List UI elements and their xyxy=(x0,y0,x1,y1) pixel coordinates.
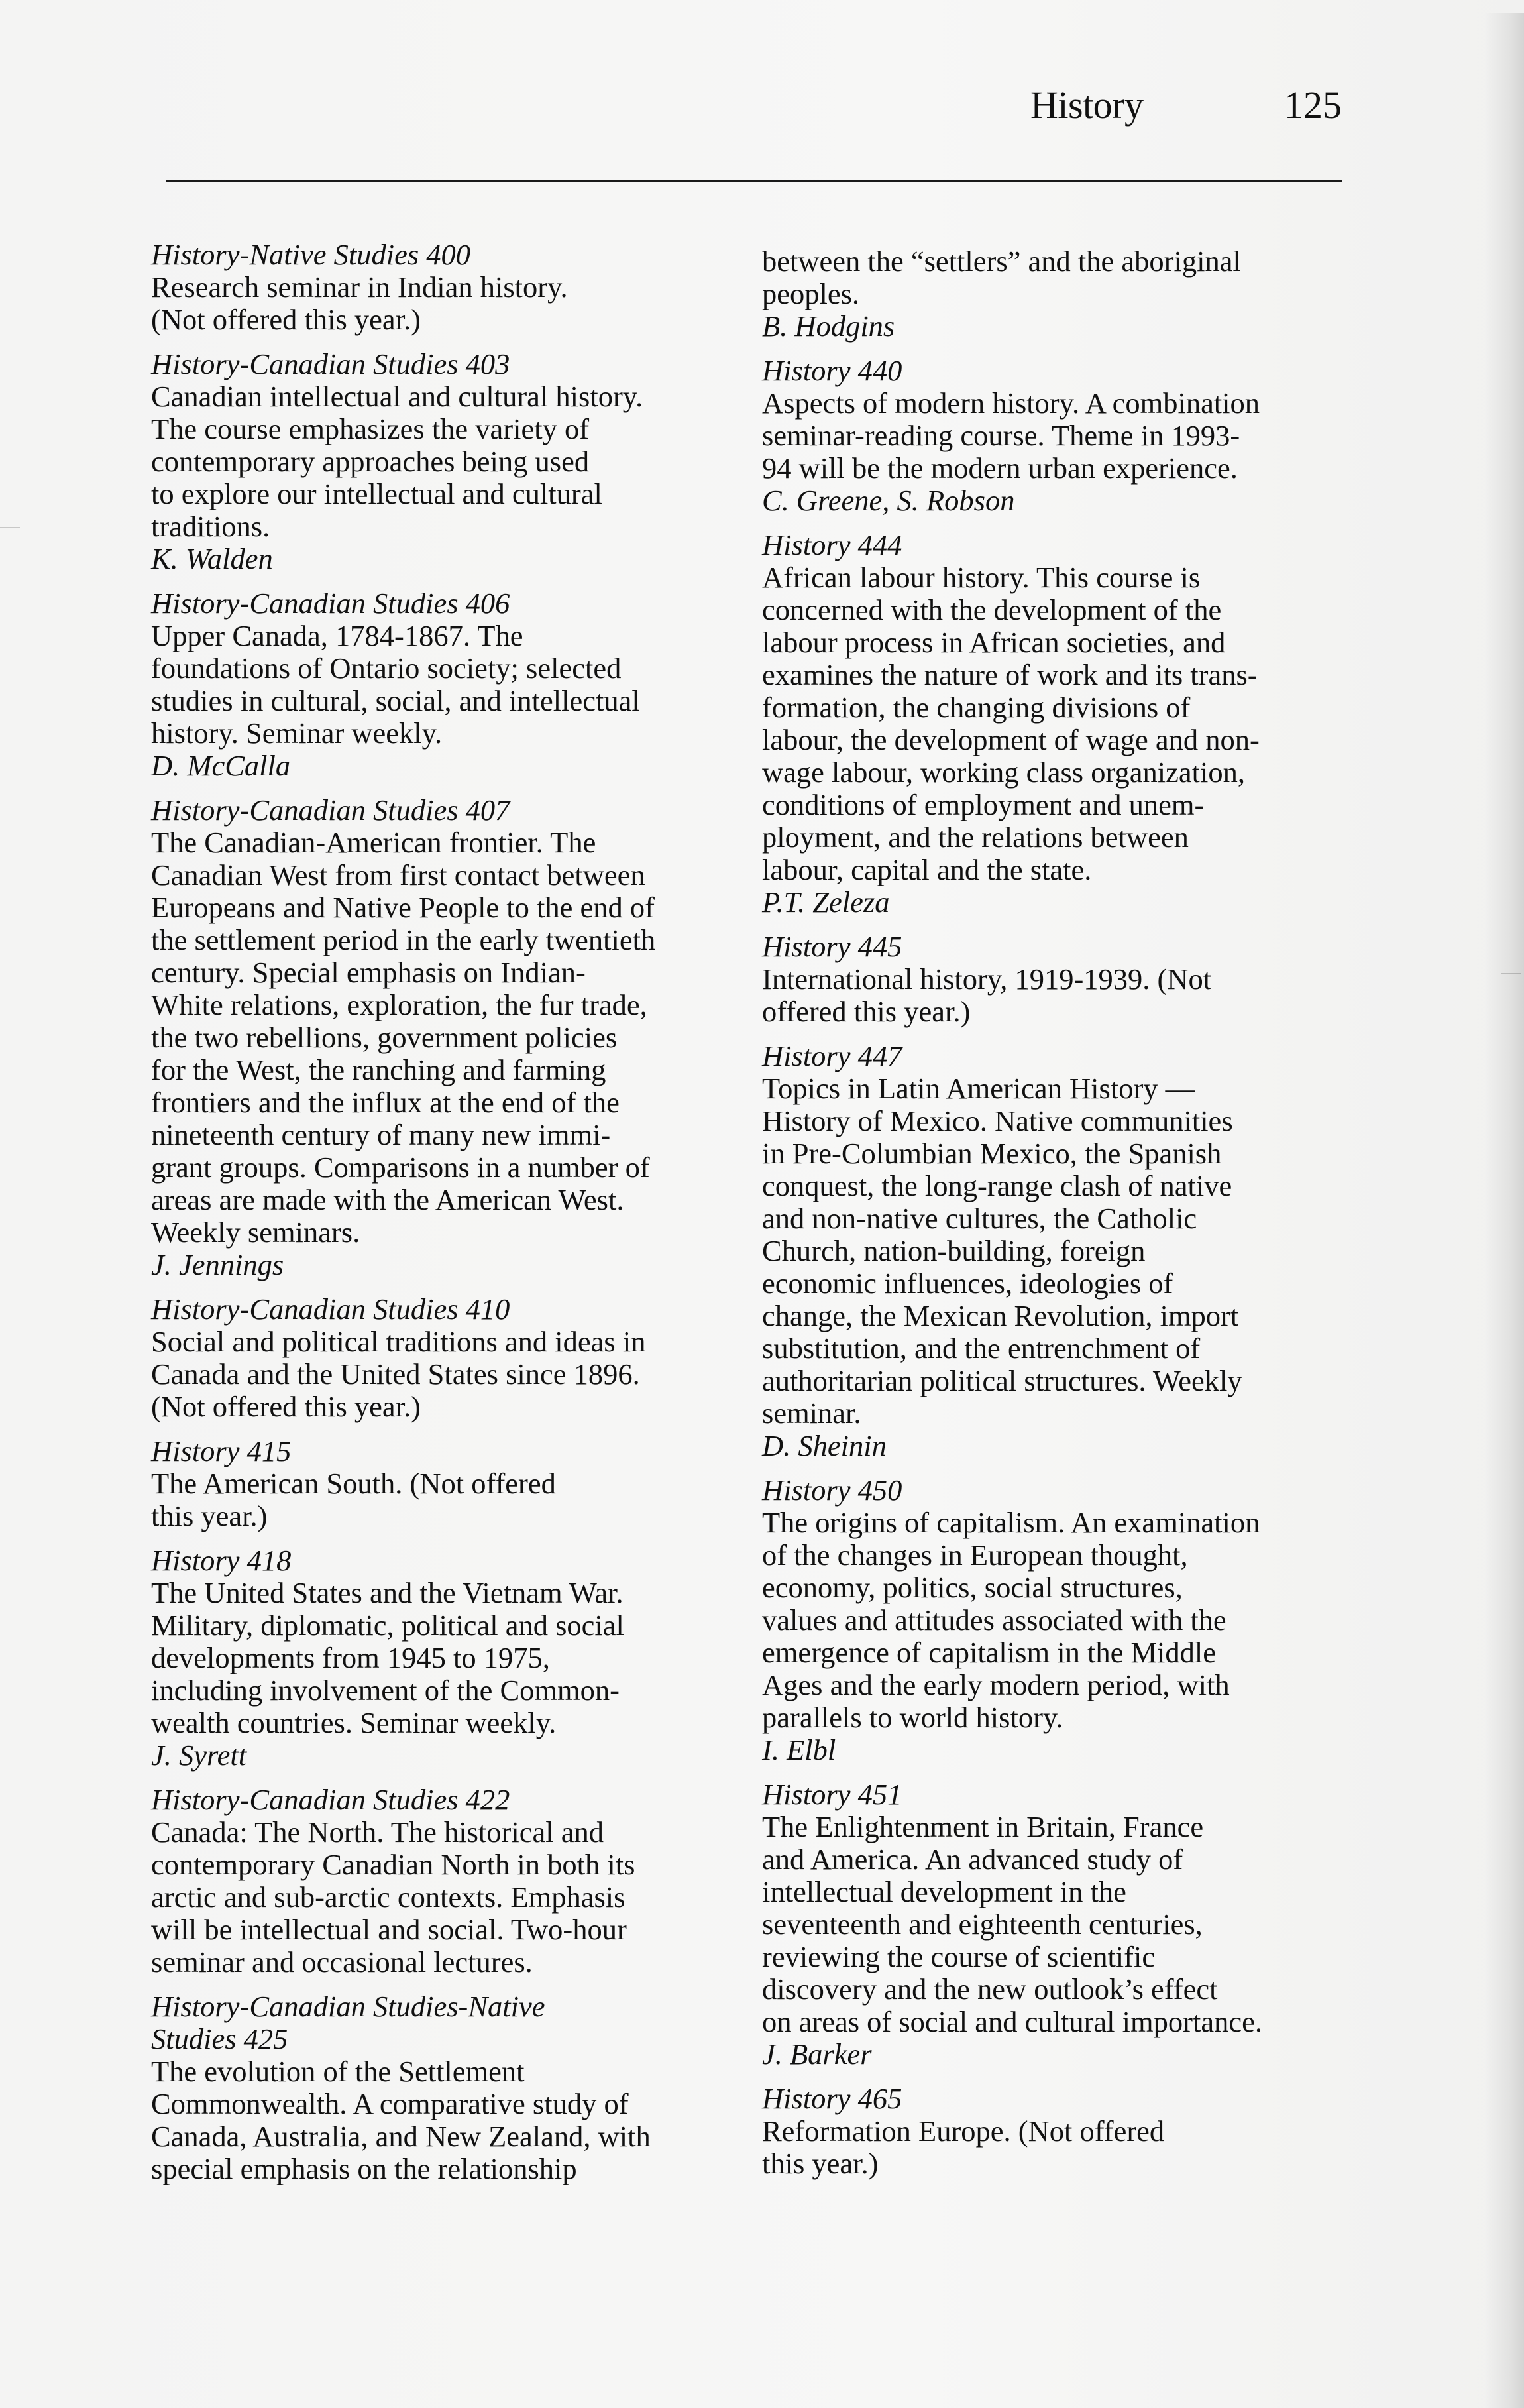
course-description: Social and political traditions and ideas in Canada and the United States since 1896. (Not offered this year.) xyxy=(151,1325,646,1423)
course-title: History 465 xyxy=(762,2082,902,2115)
course-description: The American South. (Not offered this year.) xyxy=(151,1467,556,1532)
header-rule xyxy=(166,180,1342,182)
course-instructor: C. Greene, S. Robson xyxy=(762,484,1015,517)
course-entry xyxy=(151,1990,747,2185)
crop-mark-left xyxy=(0,527,20,528)
course-description: The evolution of the Settlement Commonwealth. A comparative study of Canada, Australia, and New Zealand, with special emphasis on the relationship xyxy=(151,2055,651,2185)
course-title: History-Canadian Studies-Native Studies 425 xyxy=(151,1990,545,2055)
crop-mark-right xyxy=(1501,973,1521,974)
course-instructor: D. McCalla xyxy=(151,749,291,782)
course-description: The Enlightenment in Britain, France and America. An advanced study of intellectual development in the seventeenth and eighteenth centuries, reviewing the course of scientific discovery and the new outlook’s effect on areas of social and cultural importance. xyxy=(762,1810,1262,2038)
course-description: Aspects of modern history. A combination seminar-reading course. Theme in 1993- 94 will be the modern urban experience. xyxy=(762,386,1260,485)
header-page-number: 125 xyxy=(1284,84,1342,127)
course-entry xyxy=(762,355,1358,517)
course-title: History-Canadian Studies 403 xyxy=(151,347,510,380)
course-description: International history, 1919-1939. (Not offered this year.) xyxy=(762,962,1212,1028)
course-instructor: J. Barker xyxy=(762,2037,872,2071)
course-entry xyxy=(151,1293,747,1423)
course-description: Canadian intellectual and cultural history. The course emphasizes the variety of contemporary approaches being used to explore our intellectual and cultural traditions. xyxy=(151,380,643,543)
course-description: between the “settlers” and the aboriginal peoples. xyxy=(762,245,1241,310)
course-title: History-Canadian Studies 406 xyxy=(151,587,510,620)
course-title: History 444 xyxy=(762,528,902,561)
course-entry xyxy=(762,2083,1358,2180)
course-entry xyxy=(151,587,747,782)
course-instructor: J. Syrett xyxy=(151,1739,247,1772)
course-entry-continued xyxy=(762,245,1358,343)
course-title: History-Native Studies 400 xyxy=(151,238,471,271)
course-instructor: P.T. Zeleza xyxy=(762,886,890,919)
running-header xyxy=(1030,83,1342,156)
course-description: Reformation Europe. (Not offered this year.) xyxy=(762,2114,1165,2180)
course-title: History 451 xyxy=(762,1778,902,1811)
course-title: History 418 xyxy=(151,1544,292,1577)
course-entry xyxy=(151,1544,747,1772)
course-title: History 445 xyxy=(762,930,902,963)
course-description: African labour history. This course is concerned with the development of the labour process in African societies, and examines the nature of work and its trans- formation, the changing divisions of labour, the development of wage and non- wage labour, working class organization, conditions of employment and unem- ployment, and the relations between labour, capital and the state. xyxy=(762,561,1260,886)
course-entry xyxy=(762,529,1358,919)
course-entry xyxy=(151,348,747,575)
page-edge-shadow xyxy=(1484,13,1524,2408)
course-title: History-Canadian Studies 410 xyxy=(151,1292,510,1326)
course-title: History 450 xyxy=(762,1473,902,1507)
course-description: Canada: The North. The historical and contemporary Canadian North in both its arctic and sub-arctic contexts. Emphasis will be intellectual and social. Two-hour seminar and occasional lectures. xyxy=(151,1815,635,1978)
course-entry xyxy=(762,1040,1358,1462)
course-instructor: I. Elbl xyxy=(762,1733,836,1766)
course-entry xyxy=(151,1784,747,1978)
course-title: History 440 xyxy=(762,354,902,387)
course-description: Research seminar in Indian history. (Not offered this year.) xyxy=(151,270,568,336)
course-title: History 415 xyxy=(151,1434,292,1467)
course-description: The Canadian-American frontier. The Canadian West from first contact between Europeans and Native People to the end of the settlement period in the early twentieth century. Special emphasis on Indian- White relations, exploration, the fur trade, the two rebellions, government policies for the West, the ranching and farming frontiers and the influx at the end of the nineteenth century of many new immi- grant groups. Comparisons in a number of areas are made with the American West. Weekly seminars. xyxy=(151,826,656,1249)
course-entry xyxy=(151,794,747,1281)
course-entry xyxy=(762,1778,1358,2071)
header-section-title: History xyxy=(1030,84,1144,127)
course-instructor: K. Walden xyxy=(151,542,273,575)
course-title: History-Canadian Studies 407 xyxy=(151,793,510,827)
course-description: The origins of capitalism. An examination of the changes in European thought, economy, politics, social structures, values and attitudes associated with the emergence of capitalism in the Middle Ages and the early modern period, with parallels to world history. xyxy=(762,1506,1260,1734)
course-description: The United States and the Vietnam War. Military, diplomatic, political and social developments from 1945 to 1975, including involvement of the Common- wealth countries. Seminar weekly. xyxy=(151,1576,624,1739)
course-entry xyxy=(762,1474,1358,1766)
course-title: History-Canadian Studies 422 xyxy=(151,1783,510,1816)
course-description: Upper Canada, 1784-1867. The foundations of Ontario society; selected studies in cultural, social, and intellectual history. Seminar weekly. xyxy=(151,619,640,750)
course-title: History 447 xyxy=(762,1039,902,1072)
left-column xyxy=(151,239,747,2197)
right-column xyxy=(762,245,1358,2192)
course-entry xyxy=(151,239,747,336)
course-instructor: D. Sheinin xyxy=(762,1429,887,1462)
course-entry xyxy=(151,1435,747,1532)
course-instructor: B. Hodgins xyxy=(762,310,895,343)
course-entry xyxy=(762,931,1358,1028)
course-description: Topics in Latin American History — History of Mexico. Native communities in Pre-Columbian Mexico, the Spanish conquest, the long-range clash of native and non-native cultures, the Catholic Church, nation-building, foreign economic influences, ideologies of change, the Mexican Revolution, import substitution, and the entrenchment of authoritarian political structures. Weekly seminar. xyxy=(762,1072,1242,1430)
course-instructor: J. Jennings xyxy=(151,1248,284,1281)
